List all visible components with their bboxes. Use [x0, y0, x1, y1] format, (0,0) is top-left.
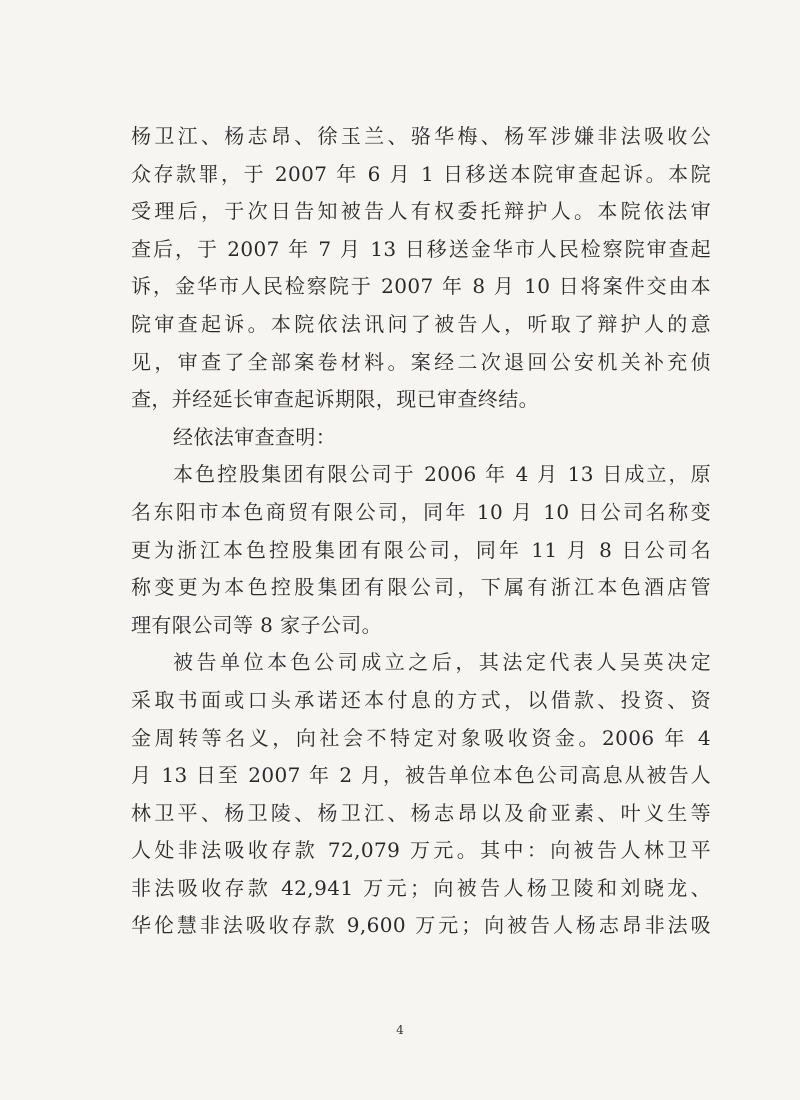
- section-heading: 经依法审查查明：: [173, 424, 337, 449]
- text-line: 金周转等名义，向社会不特定对象吸收资金。2006 年 4: [131, 725, 711, 750]
- text-line: 林卫平、杨卫陵、杨卫江、杨志昂以及俞亚素、叶义生等: [131, 800, 711, 825]
- text-line: 非法吸收存款 42,941 万元；向被告人杨卫陵和刘晓龙、: [131, 875, 711, 900]
- text-line: 华伦慧非法吸收存款 9,600 万元；向被告人杨志昂非法吸: [131, 913, 711, 938]
- text-line: 见，审查了全部案卷材料。案经二次退回公安机关补充侦: [131, 349, 711, 374]
- paragraph-start: 被告单位本色公司成立之后，其法定代表人吴英决定: [173, 650, 711, 675]
- text-line: 月 13 日至 2007 年 2 月，被告单位本色公司高息从被告人: [131, 763, 711, 788]
- text-line: 称变更为本色控股集团有限公司，下属有浙江本色酒店管: [131, 575, 711, 600]
- text-line: 更为浙江本色控股集团有限公司，同年 11 月 8 日公司名: [131, 537, 711, 562]
- paragraph-start: 本色控股集团有限公司于 2006 年 4 月 13 日成立，原: [173, 462, 711, 487]
- document-body: [131, 118, 711, 945]
- text-line: 众存款罪，于 2007 年 6 月 1 日移送本院审查起诉。本院: [131, 161, 711, 186]
- text-line: 杨卫江、杨志昂、徐玉兰、骆华梅、杨军涉嫌非法吸收公: [131, 124, 711, 148]
- text-line: 查，并经延长审查起诉期限，现已审查终结。: [131, 387, 539, 412]
- text-line: 受理后，于次日告知被告人有权委托辩护人。本院依法审: [131, 199, 711, 224]
- text-line: 名东阳市本色商贸有限公司，同年 10 月 10 日公司名称变: [131, 499, 711, 524]
- text-line: 院审查起诉。本院依法讯问了被告人，听取了辩护人的意: [131, 311, 711, 336]
- text-line: 查后，于 2007 年 7 月 13 日移送金华市人民检察院审查起: [131, 236, 711, 261]
- text-line: 采取书面或口头承诺还本付息的方式，以借款、投资、资: [131, 687, 711, 712]
- text-line: 理有限公司等 8 家子公司。: [131, 612, 383, 637]
- page-number: 4: [396, 1023, 404, 1037]
- text-line: 诉，金华市人民检察院于 2007 年 8 月 10 日将案件交由本: [131, 274, 711, 299]
- text-line: 人处非法吸收存款 72,079 万元。其中：向被告人林卫平: [131, 838, 711, 863]
